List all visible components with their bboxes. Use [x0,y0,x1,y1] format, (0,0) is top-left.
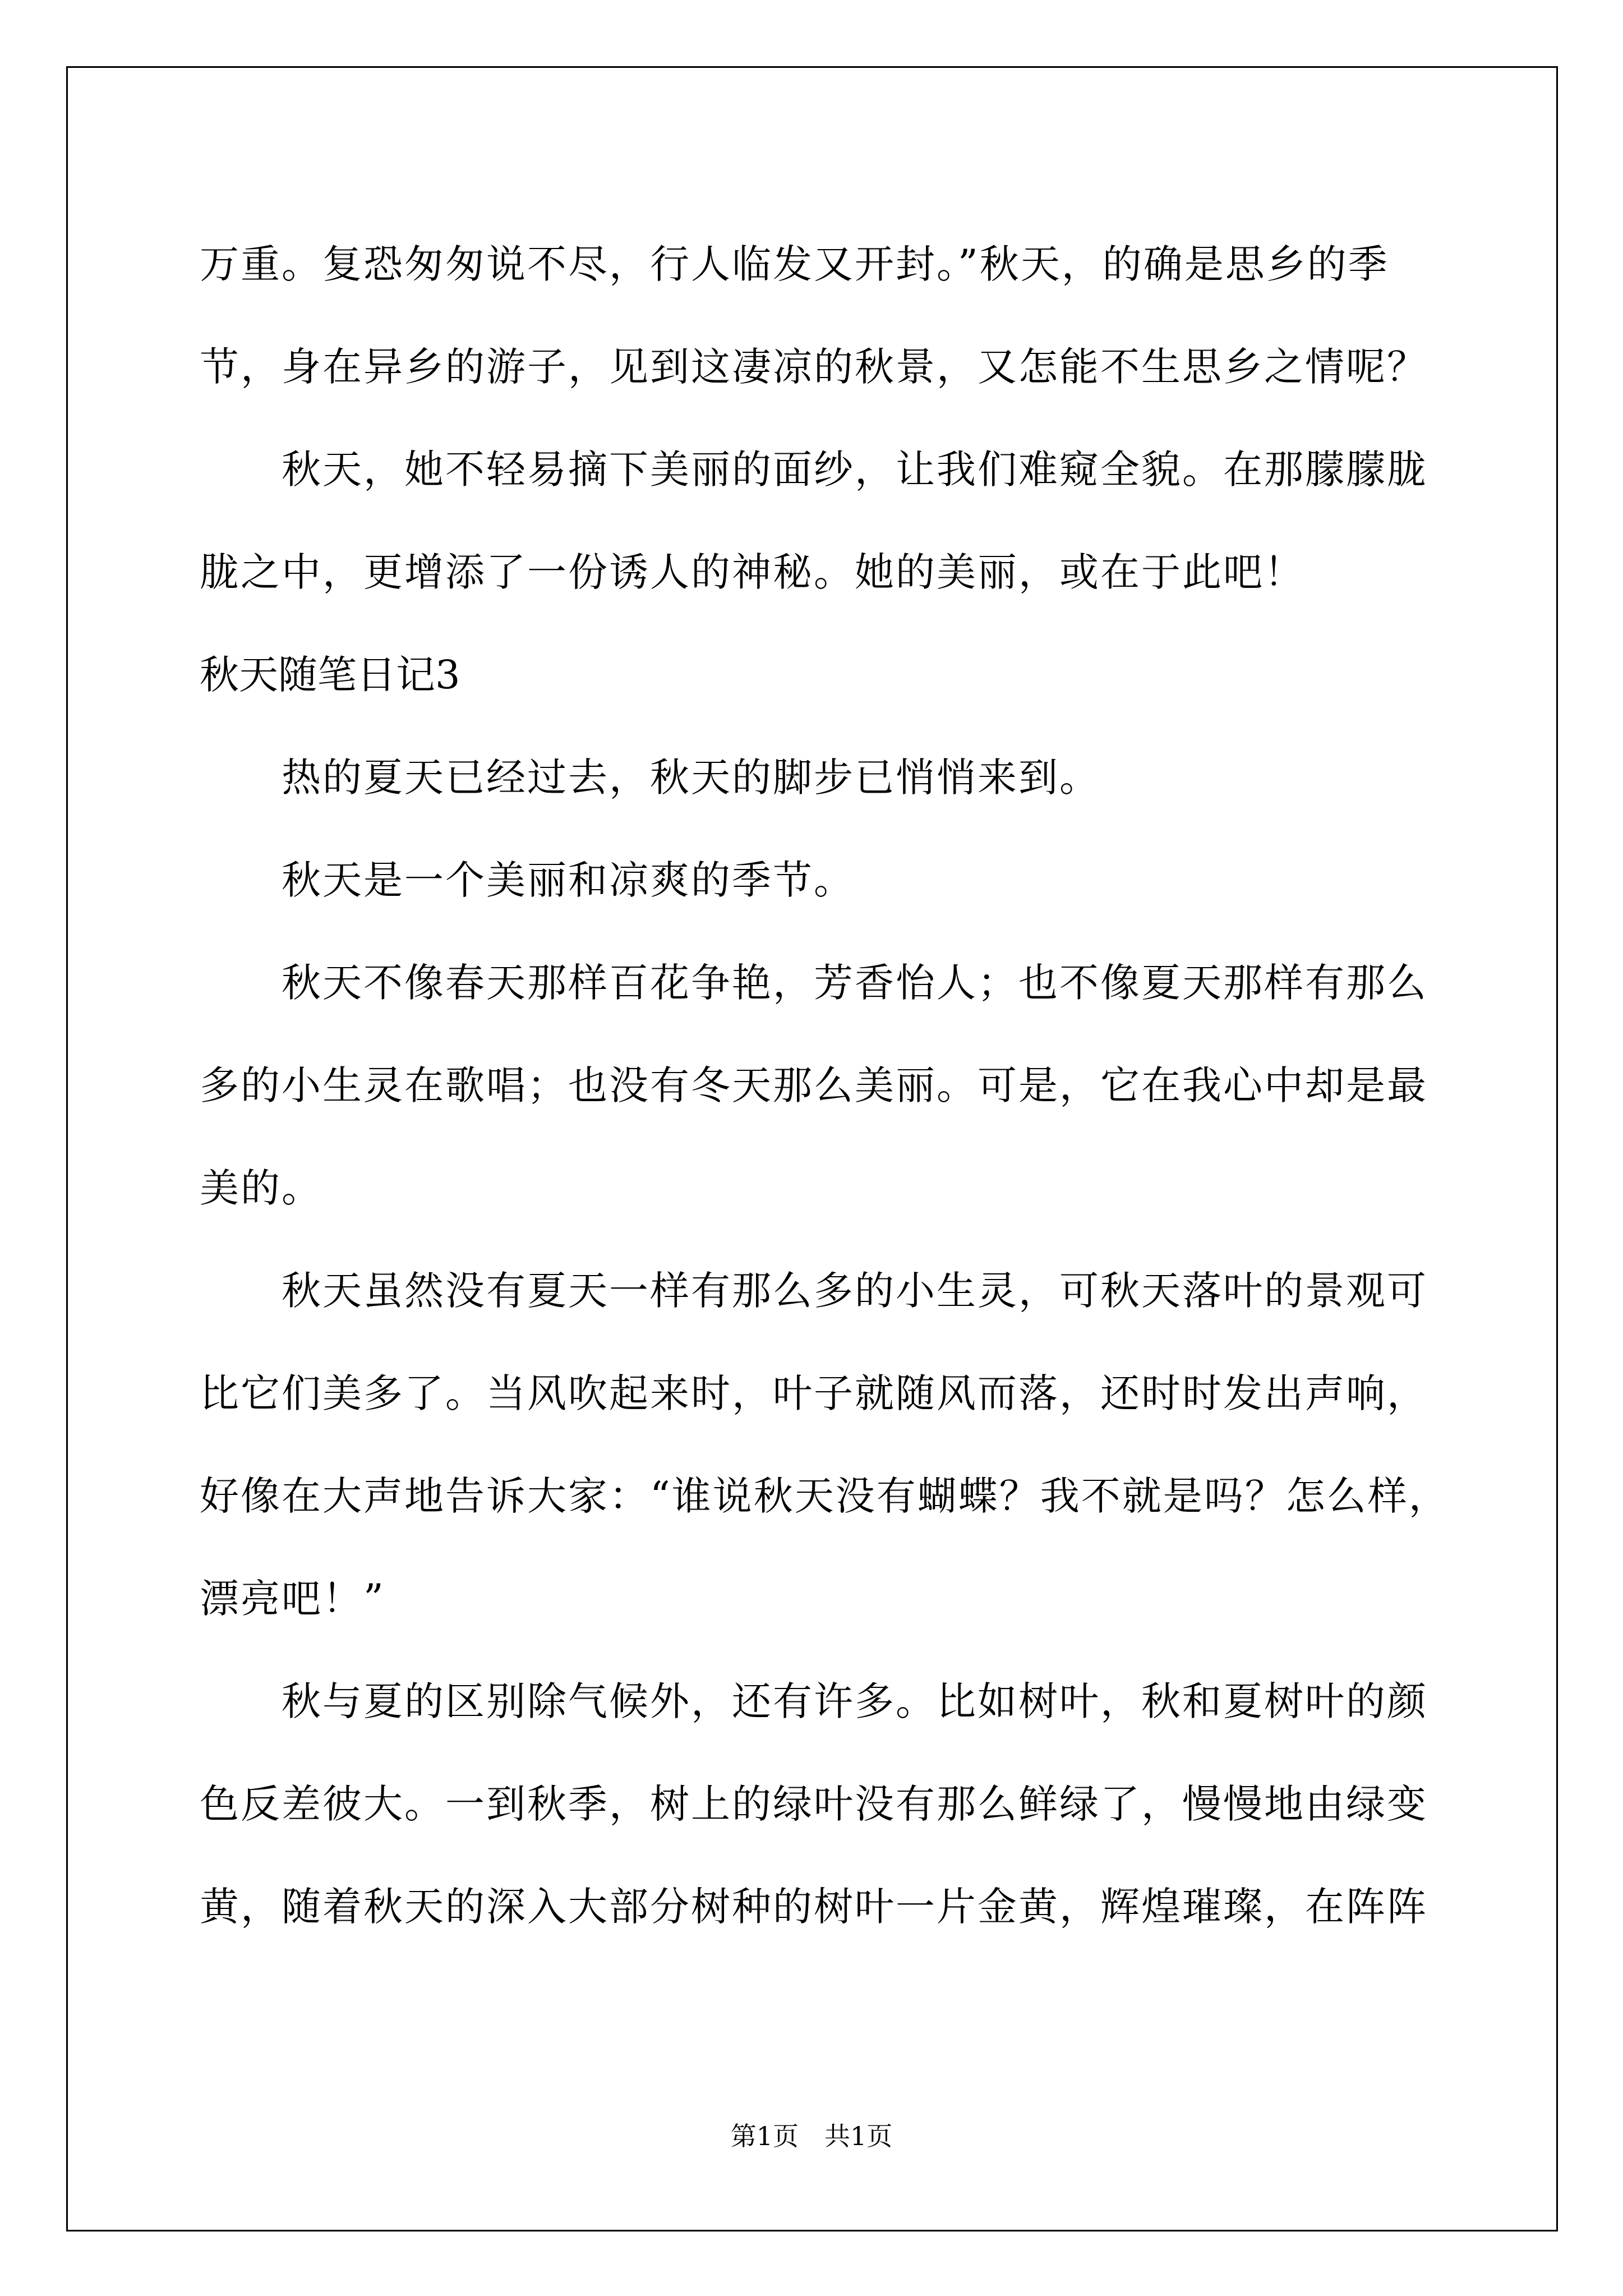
paragraph-first-line: 秋天虽然没有夏天一样有那么多的小生灵，可秋天落叶的景观可 [282,1268,1428,1314]
paragraph-first-line: 秋天不像春天那样百花争艳，芳香怡人；也不像夏天那样有那么 [282,960,1428,1006]
text-line: 多的小生灵在歌唱；也没有冬天那么美丽。可是，它在我心中却是最 [200,1062,1428,1108]
text-line: 色反差彼大。一到秋季，树上的绿叶没有那么鲜绿了，慢慢地由绿变 [200,1781,1428,1827]
text-line: 黄，随着秋天的深入大部分树种的树叶一片金黄，辉煌璀璨，在阵阵 [200,1884,1428,1930]
paragraph-first-line: 秋天是一个美丽和凉爽的季节。 [282,857,855,903]
text-line: 美的。 [200,1165,322,1211]
paragraph-first-line: 秋天，她不轻易摘下美丽的面纱，让我们难窥全貌。在那朦朦胧 [282,447,1428,493]
section-heading: 秋天随笔日记3 [200,652,460,698]
page-number-label: 第1页 共1页 [730,2121,893,2151]
document-body [200,213,1461,1958]
paragraph-first-line: 秋与夏的区别除气候外，还有许多。比如树叶，秋和夏树叶的颜 [282,1678,1428,1724]
text-line: 节，身在异乡的游子，见到这凄凉的秋景，又怎能不生思乡之情呢？ [200,344,1428,390]
paragraph-first-line: 热的夏天已经过去，秋天的脚步已悄悄来到。 [282,754,1100,800]
text-line: 胧之中，更增添了一份诱人的神秘。她的美丽，或在于此吧！ [200,549,1305,595]
text-line: 比它们美多了。当风吹起来时，叶子就随风而落，还时时发出声响， [200,1370,1428,1416]
text-line: 万重。复恐匆匆说不尽，行人临发又开封。”秋天，的确是思乡的季 [200,241,1389,287]
page-footer [0,2119,1623,2153]
text-line: 漂亮吧！” [200,1576,385,1622]
text-line: 好像在大声地告诉大家：“谁说秋天没有蝴蝶？我不就是吗？怎么样， [200,1473,1450,1519]
